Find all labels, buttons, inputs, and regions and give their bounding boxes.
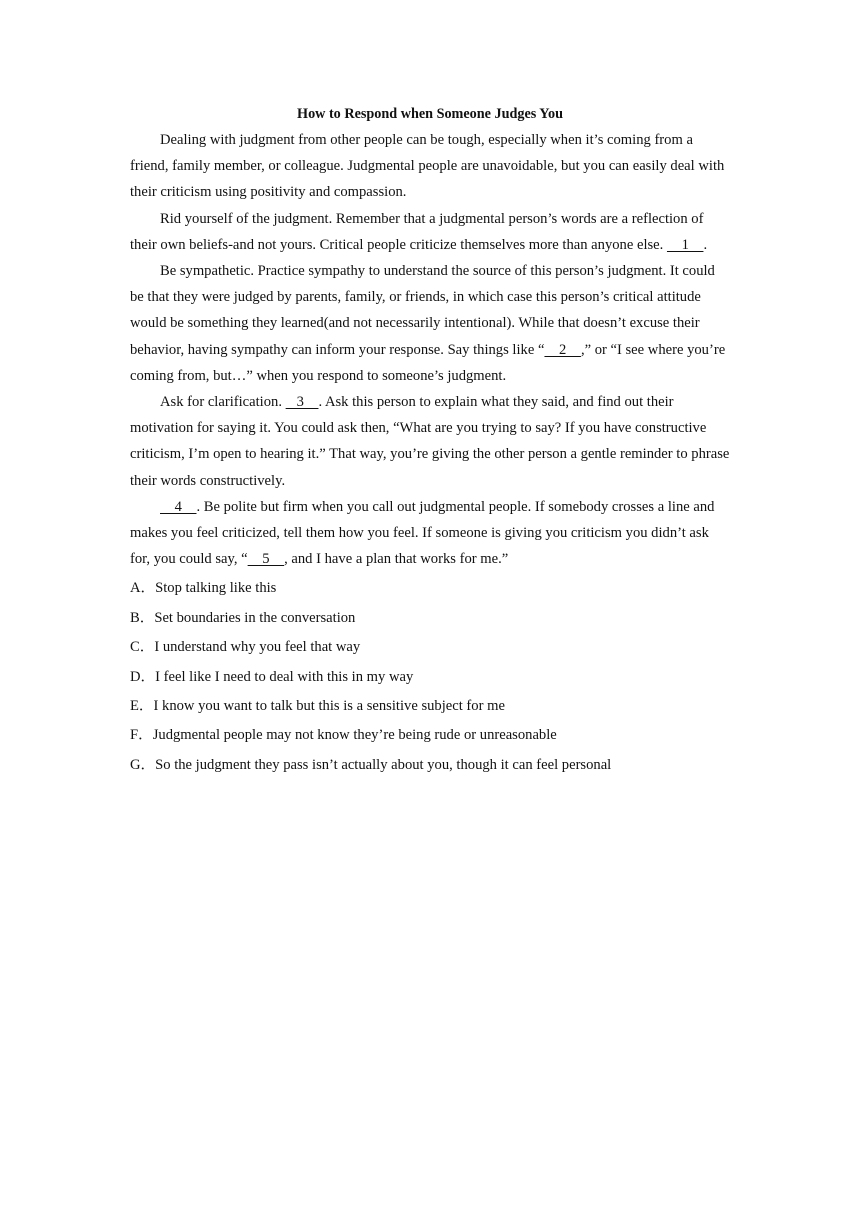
blank-2[interactable]: 2 bbox=[544, 341, 581, 358]
paragraph-ask-clarification-text-b: . Ask this person to explain what they said, and find out their motivation for saying it. You could ask then, “What are you trying to say? If you have constructive criticism, I’m open to hearing it.” That way, you’re giving the other person a gentle reminder to phrase their words constructively. bbox=[130, 394, 730, 489]
paragraph-set-boundaries-text-a: . Be polite but firm when you call out judgmental people. If somebody crosses a line and makes you feel criticized, tell them how you feel. If someone is giving you criticism you didn’t ask for, you could say, “ bbox=[130, 498, 715, 568]
paragraph-ask-clarification-text-a: Ask for clarification. bbox=[160, 394, 286, 411]
option-letter: G． bbox=[130, 756, 156, 773]
paragraph-rid-yourself bbox=[130, 206, 730, 258]
option-d[interactable] bbox=[130, 663, 730, 692]
answer-options-list bbox=[130, 574, 730, 780]
option-g[interactable] bbox=[130, 751, 730, 780]
document-page bbox=[130, 103, 730, 780]
blank-4[interactable]: 4 bbox=[160, 498, 197, 515]
paragraph-be-sympathetic-text-b: ,” or “I see where you’re coming from, but…” when you respond to someone’s judgment. bbox=[130, 341, 726, 384]
option-text: Stop talking like this bbox=[155, 580, 277, 597]
blank-3[interactable]: 3 bbox=[285, 394, 319, 411]
paragraph-intro bbox=[130, 127, 730, 206]
option-b[interactable] bbox=[130, 604, 730, 633]
paragraph-set-boundaries bbox=[130, 494, 730, 573]
paragraph-ask-clarification bbox=[130, 389, 730, 494]
blank-1[interactable]: 1 bbox=[666, 236, 704, 253]
option-text: I know you want to talk but this is a sensitive subject for me bbox=[153, 698, 505, 715]
option-text: Judgmental people may not know they’re being rude or unreasonable bbox=[152, 727, 557, 744]
paragraph-rid-yourself-end: . bbox=[703, 236, 708, 253]
option-text: I understand why you feel that way bbox=[154, 639, 361, 656]
passage-title: How to Respond when Someone Judges You bbox=[297, 106, 563, 122]
paragraph-set-boundaries-text-b: , and I have a plan that works for me.” bbox=[284, 551, 509, 568]
option-letter: B． bbox=[130, 609, 155, 626]
paragraph-be-sympathetic bbox=[130, 258, 730, 389]
blank-5[interactable]: 5 bbox=[247, 551, 285, 568]
option-letter: F． bbox=[130, 727, 153, 744]
paragraph-be-sympathetic-text-a: Be sympathetic. Practice sympathy to understand the source of this person’s judgment. It could be that they were judged by parents, family, or friends, in which case this person’s critical attitude would be something they learned(and not necessarily intentional). While that doesn’t excuse their behavior, having sympathy can inform your response. Say things like “ bbox=[130, 263, 715, 358]
option-letter: D． bbox=[130, 668, 156, 685]
option-c[interactable] bbox=[130, 633, 730, 662]
option-letter: A． bbox=[130, 580, 156, 597]
option-e[interactable] bbox=[130, 692, 730, 721]
option-letter: E． bbox=[130, 698, 154, 715]
paragraph-intro-text: Dealing with judgment from other people can be tough, especially when it’s coming from a friend, family member, or colleague. Judgmental people are unavoidable, but you can easily deal with their criticism using positivity and compassion. bbox=[130, 132, 725, 201]
paragraph-rid-yourself-text: Rid yourself of the judgment. Remember that a judgmental person’s words are a reflection of their own beliefs-and not yours. Critical people criticize themselves more than anyone else. bbox=[130, 210, 704, 253]
option-text: So the judgment they pass isn’t actually about you, though it can feel personal bbox=[155, 756, 612, 773]
option-text: Set boundaries in the conversation bbox=[154, 609, 356, 626]
option-f[interactable] bbox=[130, 721, 730, 750]
option-a[interactable] bbox=[130, 574, 730, 603]
option-text: I feel like I need to deal with this in my way bbox=[155, 668, 414, 685]
option-letter: C． bbox=[130, 639, 155, 656]
